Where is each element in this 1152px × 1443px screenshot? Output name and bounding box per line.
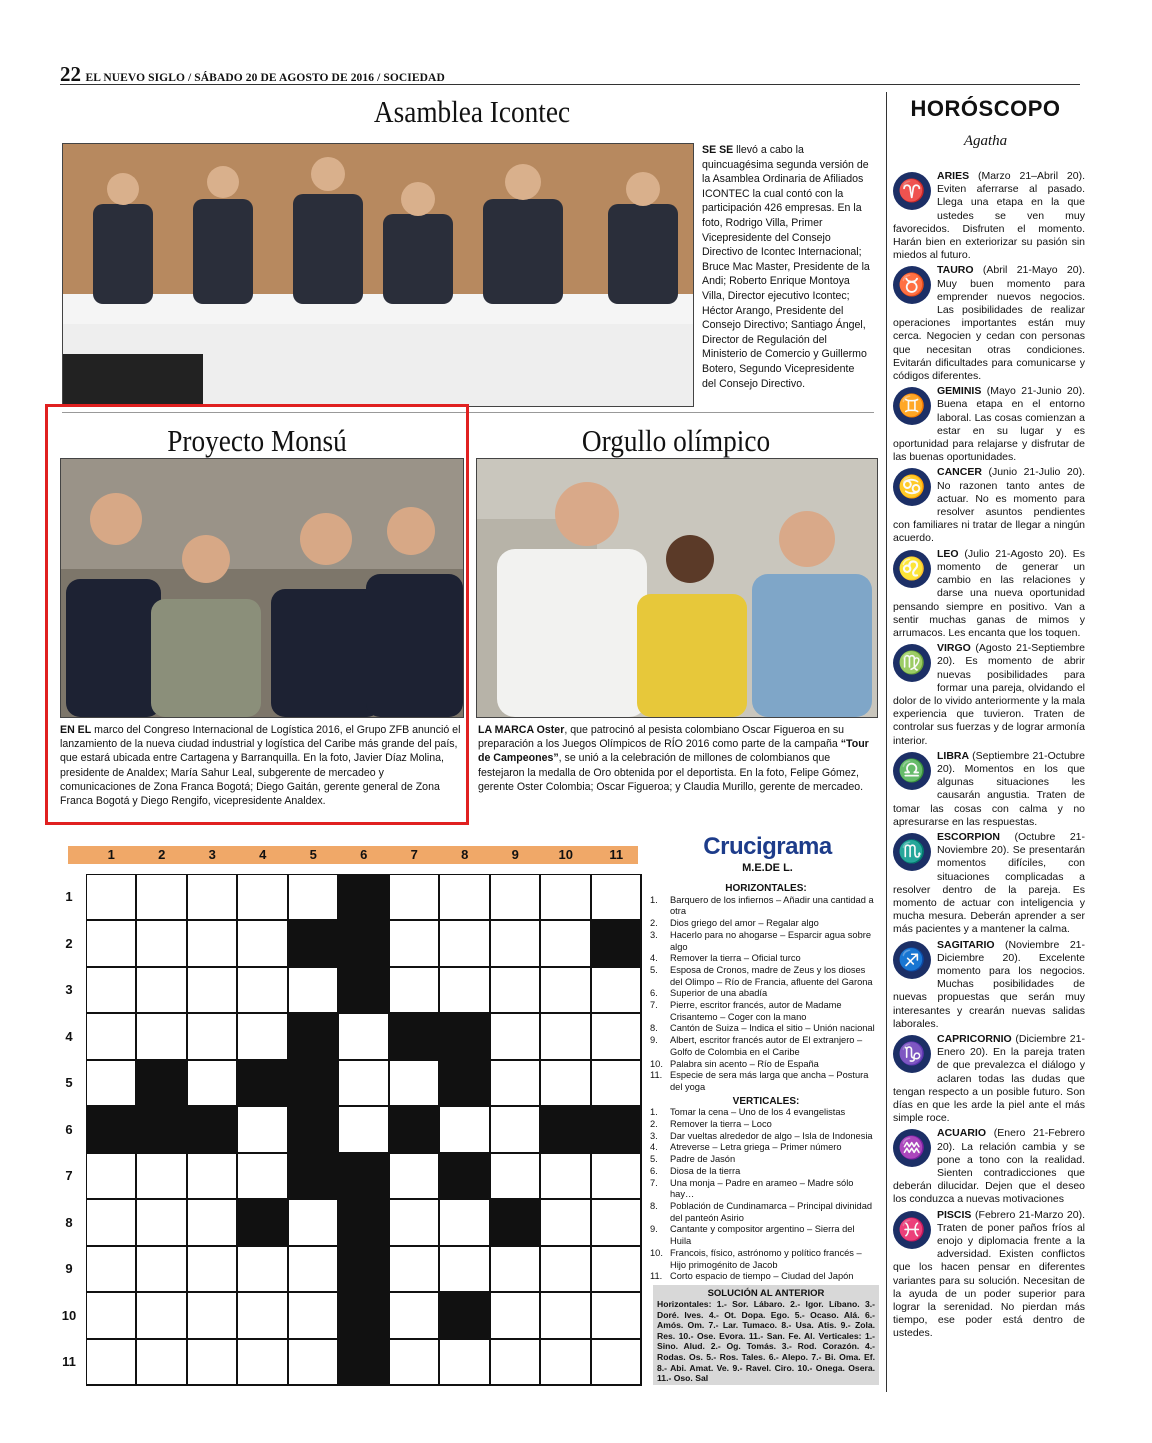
horoscopo-sign-text: (Octubre 21-Noviembre 20). Se presentarán momentos difíciles, con situaciones complicadas a resolver dentro de la pareja. Es momento de actuar con inteligencia y mucha mesura. Deberán aprender a ser más pacientes y a mantener la calma. (893, 830, 1085, 936)
crossword-cell[interactable] (591, 967, 642, 1014)
asamblea-photo (62, 143, 694, 407)
crossword-cell[interactable] (288, 874, 339, 921)
crossword-row-number: 6 (65, 1121, 73, 1137)
solucion-title: SOLUCIÓN AL ANTERIOR (707, 1288, 825, 1299)
horoscopo-sign-name: ESCORPION (937, 830, 1001, 843)
clue-row (650, 1070, 882, 1093)
crossword-row-number: 9 (65, 1261, 73, 1276)
aries-icon: ♈ (893, 172, 931, 210)
crossword-cell[interactable] (187, 874, 238, 921)
crossword-cell[interactable] (187, 1246, 238, 1293)
clue-text: Población de Cundinamarca – Principal divinidad del panteón Asirio (670, 1200, 873, 1223)
page-number: 22 (60, 62, 81, 86)
page-header (60, 62, 1080, 85)
clue-row (650, 1059, 882, 1071)
horoscopo-entry (893, 1033, 1085, 1125)
clue-text: Pierre, escritor francés, autor de Madame Crisantemo – Coger con la mano (670, 1000, 842, 1022)
clues-panel (650, 883, 882, 1283)
horoscopo-entry (893, 642, 1085, 748)
clue-text: Cantón de Suiza – Indica el sitio – Unión nacional (670, 1023, 875, 1034)
crossword-cell[interactable] (86, 1339, 137, 1386)
crossword-black-cell (540, 1106, 591, 1153)
crossword-black-cell (288, 1153, 339, 1200)
horoscopo-sign-text: (Enero 21-Febrero 20). La relación cambia y se pone a tono con la realidad. Sienten contradicciones que deberán dilucidar. Dejen que el deseo los conduzca a nuevas motivaciones (893, 1127, 1085, 1206)
olimpico-caption-lead: LA MARCA Oster (478, 724, 565, 736)
crossword-cell[interactable] (490, 920, 541, 967)
monsu-title: Proyecto Monsú (167, 423, 347, 458)
horoscopo-sign-name: SAGITARIO (937, 938, 995, 951)
olimpico-photo-illustration (477, 459, 877, 717)
crossword-cell[interactable] (187, 1292, 238, 1339)
crossword-row-number: 1 (65, 889, 73, 904)
horoscopo-sign-text: (Agosto 21-Septiembre 20). Es momento de abrir nuevas posibilidades para formar una pareja, olvidando el dolor de lo vivido anteriormente y la mala experiencia que tuvieron. Traten de controlar sus fuerzas y de lograr armonía interior. (893, 642, 1085, 747)
crossword-black-cell (338, 1292, 389, 1339)
crossword-cell[interactable] (540, 1153, 591, 1200)
crossword-cell[interactable] (490, 1246, 541, 1293)
crossword-cell[interactable] (86, 1199, 137, 1246)
capricornio-icon: ♑ (893, 1035, 931, 1073)
horoscopo-entry (893, 385, 1085, 464)
crossword-row-numbers (58, 874, 80, 1386)
crossword-column-number: 9 (511, 847, 519, 862)
crossword-cell[interactable] (187, 1199, 238, 1246)
horoscopo-sign-name: LEO (937, 547, 959, 560)
horoscopo-entry (893, 170, 1085, 262)
geminis-icon: ♊ (893, 387, 931, 425)
crossword-cell[interactable] (591, 1013, 642, 1060)
crossword-cell[interactable] (288, 1292, 339, 1339)
crossword-cell[interactable] (288, 1246, 339, 1293)
crossword-grid (86, 874, 642, 1386)
crossword-cell[interactable] (490, 1013, 541, 1060)
clue-number: 8. (650, 1023, 658, 1034)
clue-number: 10. (650, 1247, 663, 1258)
crossword-column-number: 4 (259, 847, 267, 862)
crossword-black-cell (288, 920, 339, 967)
olimpico-caption-text-b: , se unió a la celebración de millones de colombianos que festejaron la medalla de Oro obtenida por el deportista. En la foto, Felipe Gómez, gerente Oster Colombia; Oscar Figueroa; y Claudia Murillo, gerente de mercadeo. (478, 752, 864, 793)
clue-number: 10. (650, 1058, 663, 1069)
crossword-cell[interactable] (237, 1292, 288, 1339)
clue-row (650, 1035, 882, 1058)
clue-number: 1. (650, 1107, 658, 1118)
clue-text: Esposa de Cronos, madre de Zeus y los dioses del Olimpo – Río de Francia, afluente del Garona (670, 964, 873, 987)
crossword-cell[interactable] (389, 874, 440, 921)
clue-row (650, 1248, 882, 1271)
crossword-cell[interactable] (86, 967, 137, 1014)
horoscopo-sign-name: CANCER (937, 466, 982, 479)
crossword-cell[interactable] (389, 1292, 440, 1339)
crossword-black-cell (288, 1106, 339, 1153)
horoscopo-sign-name: VIRGO (937, 642, 971, 655)
monsu-photo (60, 458, 464, 718)
olimpico-title: Orgullo olímpico (581, 423, 771, 458)
crossword-cell[interactable] (237, 1106, 288, 1153)
crossword-column-number: 7 (410, 847, 418, 862)
crossword-cell[interactable] (591, 1246, 642, 1293)
horoscopo-sign-name: PISCIS (937, 1208, 972, 1221)
crossword-row-number: 5 (65, 1075, 73, 1090)
horoscopo-sign-text: (Junio 21-Julio 20). No razonen tanto antes de actuar. No es momento para resolver asuntos pendientes con familiares ni tratar de llegar a ningún acuerdo. (893, 466, 1085, 545)
crossword-column-number: 3 (208, 847, 216, 862)
crossword-black-cell (288, 1013, 339, 1060)
verticales-list (650, 1107, 882, 1283)
horoscopo-sign-name: GEMINIS (937, 385, 982, 398)
olimpico-photo (476, 458, 878, 718)
crossword-column-numbers (86, 847, 644, 863)
clue-number: 5. (650, 964, 658, 975)
clue-row (650, 1201, 882, 1224)
crossword-cell[interactable] (86, 874, 137, 921)
crossword-cell[interactable] (338, 1013, 389, 1060)
crossword-cell[interactable] (490, 1106, 541, 1153)
crossword-cell[interactable] (389, 1339, 440, 1386)
horoscopo-entry (893, 939, 1085, 1031)
crossword-cell[interactable] (591, 1060, 642, 1107)
asamblea-caption (702, 143, 870, 391)
crossword-cell[interactable] (136, 920, 187, 967)
clue-row (650, 1119, 882, 1131)
crossword-black-cell (338, 920, 389, 967)
crossword-cell[interactable] (540, 1199, 591, 1246)
crossword-black-cell (591, 1106, 642, 1153)
horoscopo-sign-text: (Abril 21-Mayo 20). Muy buen momento para emprender nuevos negocios. Las posibilidades de realizar operaciones importantes están muy cerca. Negocien y cedan con personas que necesitan otras condiciones. Evitarán dificultades para comunicarse y códigos diferentes. (893, 264, 1085, 383)
clue-number: 2. (650, 918, 658, 929)
crossword-cell[interactable] (187, 1013, 238, 1060)
crossword-cell[interactable] (389, 1246, 440, 1293)
crossword-row-number: 10 (61, 1307, 77, 1323)
solucion-text: Horizontales: 1.- Sor. Lábaro. 2.- Igor. Líbano. 3.- Doré. Ives. 4.- Ot. Dopa. Ego. 5.- Ocaso. Alá. 6.- Amós. Om. 7.- Lar. Tumaco. 8.- Usa. Atis. 9.- Zola. Res. 10.- Ose. Evora. 11.- San. Fe. Al. Verticales: 1.- Sino. Alud. 2.- Og. Tomás. 3.- Rod. Corazón. 4.- Rodas. Os. 5.- Ros. Tales. 6.- Alepo. 7.- Bi. Oma. Ef. 8.- Abi. Amat. Ve. 9.- Ravel. Ciro. 10.- Onega. Osera. 11.- Oso. Sal (657, 1299, 875, 1384)
crossword-cell[interactable] (389, 920, 440, 967)
clue-text: Cantante y compositor argentino – Sierra del Huila (670, 1224, 855, 1247)
monsu-caption (60, 723, 462, 808)
solucion-box (653, 1285, 879, 1385)
asamblea-caption-lead: SE SE (702, 144, 734, 156)
clue-row (650, 953, 882, 965)
monsu-caption-text: marco del Congreso Internacional de Logística 2016, el Grupo ZFB anunció el lanzamiento de la nueva ciudad industrial y logística del Caribe más grande del país, que estará ubicada entre Cartagena y Barranquilla. En la foto, Javier Díaz Molina, presidente de Analdex; María Sahur Leal, subgerente de mercadeo y comunicaciones de Zona Franca Bogotá; Diego Gaitán, gerente general de Zona Franca Bogotá y Diego Rengifo, vicepresidente Analdex. (60, 724, 461, 808)
acuario-icon: ♒ (893, 1129, 931, 1167)
crossword-row-number: 8 (65, 1214, 73, 1230)
crossword-cell[interactable] (439, 920, 490, 967)
horoscopo-entry (893, 264, 1085, 383)
crossword-cell[interactable] (540, 1292, 591, 1339)
crossword-black-cell (338, 1199, 389, 1246)
olimpico-caption (478, 723, 878, 794)
crossword-cell[interactable] (86, 1060, 137, 1107)
horoscopo-sign-text: (Septiembre 21-Octubre 20). Momentos en los que algunas situaciones les causarán angustia. Traten de tomar las cosas con calma y no apresurarse en las respuestas. (893, 749, 1085, 828)
crossword-cell[interactable] (490, 967, 541, 1014)
crossword-cell[interactable] (237, 1153, 288, 1200)
crossword-column-number: 2 (158, 847, 166, 862)
horoscopo-entry (893, 548, 1085, 640)
cancer-icon: ♋ (893, 468, 931, 506)
horoscopo-sign-text: (Mayo 21-Junio 20). Buena etapa en el entorno laboral. Las cosas comienzan a estar en su lugar y es oportunidad para relajarse y disfrutar de las buenas oportunidades. (893, 385, 1085, 464)
clue-row (650, 1107, 882, 1119)
crossword-cell[interactable] (237, 1339, 288, 1386)
crossword-cell[interactable] (591, 1292, 642, 1339)
sagitario-icon: ♐ (893, 941, 931, 979)
crossword-cell[interactable] (288, 1339, 339, 1386)
clue-number: 6. (650, 1165, 658, 1176)
crossword-black-cell (237, 1199, 288, 1246)
crossword-black-cell (490, 1199, 541, 1246)
clue-row (650, 1131, 882, 1143)
clue-number: 4. (650, 1142, 658, 1153)
crossword-black-cell (237, 1060, 288, 1107)
crossword-cell[interactable] (540, 920, 591, 967)
crossword-title: Crucigrama (703, 833, 832, 860)
crossword-black-cell (136, 1106, 187, 1153)
clue-row (650, 1224, 882, 1247)
escorpion-icon: ♏ (893, 833, 931, 871)
clue-text: Especie de sera más larga que ancha – Postura del yoga (670, 1070, 869, 1092)
crossword-cell[interactable] (490, 1292, 541, 1339)
crossword-black-cell (136, 1060, 187, 1107)
horoscopo-entry (893, 831, 1085, 937)
horoscopo-entry (893, 466, 1085, 545)
clue-text: Dar vueltas alrededor de algo – Isla de Indonesia (670, 1130, 873, 1141)
clue-row (650, 1166, 882, 1178)
crossword-cell[interactable] (540, 1060, 591, 1107)
crossword-cell[interactable] (136, 1199, 187, 1246)
crossword-cell[interactable] (136, 1339, 187, 1386)
crossword-column-number: 11 (609, 847, 624, 862)
crossword-black-cell (439, 1153, 490, 1200)
crossword-cell[interactable] (187, 1339, 238, 1386)
crossword-cell[interactable] (591, 1199, 642, 1246)
clue-row (650, 1023, 882, 1035)
horoscopo-byline: Agatha (963, 133, 1008, 149)
crossword-cell[interactable] (490, 1060, 541, 1107)
crossword-black-cell (288, 1060, 339, 1107)
clue-row (650, 965, 882, 988)
clue-number: 9. (650, 1035, 658, 1046)
asamblea-photo-illustration (63, 144, 693, 406)
crossword-row-number: 3 (65, 982, 73, 997)
horoscopo-sign-name: CAPRICORNIO (937, 1033, 1012, 1045)
crossword-cell[interactable] (86, 1246, 137, 1293)
crossword-cell[interactable] (136, 1246, 187, 1293)
piscis-icon: ♓ (893, 1211, 931, 1249)
clue-number: 9. (650, 1224, 658, 1235)
crossword-cell[interactable] (389, 967, 440, 1014)
clue-text: Una monja – Padre en arameo – Madre sólo hay… (670, 1177, 854, 1200)
clue-text: Tomar la cena – Uno de los 4 evangelistas (670, 1107, 846, 1118)
crossword-cell[interactable] (237, 1013, 288, 1060)
crossword-header (650, 833, 885, 874)
clue-number: 6. (650, 988, 658, 999)
clue-text: Diosa de la tierra (670, 1165, 741, 1176)
crossword-black-cell (338, 1246, 389, 1293)
horoscopo-sign-name: ARIES (937, 170, 970, 182)
horoscopo-sign-text: (Febrero 21-Marzo 20). Traten de poner paños fríos al enojo y diplomacia frente a la adversidad. Existen conflictos que los hacen pensar en diferentes variantes para su solución. Necesitan de la ayuda de un poder superior para lograr la serenidad. No pierdan más tiempo, ese poder está dentro de ustedes. (893, 1208, 1085, 1340)
crossword-column-number: 1 (107, 847, 115, 862)
crossword-black-cell (389, 1013, 440, 1060)
clue-text: Padre de Jasón (670, 1154, 736, 1165)
clue-number: 2. (650, 1119, 658, 1130)
crossword-black-cell (439, 1292, 490, 1339)
clue-text: Francois, físico, astrónomo y político francés – Hijo primogénito de Jacob (670, 1247, 862, 1270)
crossword-cell[interactable] (187, 1153, 238, 1200)
crossword-cell[interactable] (439, 1199, 490, 1246)
clue-text: Corto espacio de tiempo – Ciudad del Japón (670, 1271, 854, 1282)
horoscopo-entry (893, 1127, 1085, 1206)
crossword-cell[interactable] (136, 1013, 187, 1060)
crossword-cell[interactable] (187, 967, 238, 1014)
crossword-column-number: 10 (558, 847, 573, 862)
crossword-column-number: 5 (309, 847, 317, 862)
crossword-cell[interactable] (389, 1199, 440, 1246)
crossword-cell[interactable] (540, 1339, 591, 1386)
horizontales-title: HORIZONTALES: (725, 883, 807, 894)
horoscopo-sign-name: ACUARIO (937, 1127, 986, 1140)
crossword-row-number: 11 (62, 1354, 76, 1369)
clue-row (650, 895, 882, 918)
crossword-cell[interactable] (86, 920, 137, 967)
crossword-row-number: 4 (65, 1028, 73, 1044)
clue-number: 3. (650, 1130, 658, 1141)
crossword-cell[interactable] (136, 1292, 187, 1339)
clue-text: Atreverse – Letra griega – Primer número (670, 1142, 842, 1153)
leo-icon: ♌ (893, 550, 931, 588)
crossword-cell[interactable] (237, 1246, 288, 1293)
libra-icon: ♎ (893, 752, 931, 790)
crossword-cell[interactable] (187, 920, 238, 967)
crossword-cell[interactable] (439, 1246, 490, 1293)
monsu-caption-lead: EN EL (60, 724, 92, 736)
asamblea-title: Asamblea Icontec (373, 94, 571, 129)
crossword-cell[interactable] (237, 967, 288, 1014)
horoscopo-entry (893, 750, 1085, 829)
clue-number: 8. (650, 1200, 658, 1211)
clue-number: 5. (650, 1154, 658, 1165)
clue-number: 3. (650, 929, 658, 940)
asamblea-caption-text: llevó a cabo la quincuagésima segunda versión de la Asamblea Ordinaria de Afiliados ICONTEC la cual contó con la participación 426 empresas. En la foto, Rodrigo Villa, Primer Vicepresidente del Consejo Directivo de Icontec Internacional; Bruce Mac Master, Presidente de la Andi; Roberto Enrique Montoya Villa, Director ejecutivo Icontec; Héctor Arango, Presidente del Consejo Directivo; Santiago Ángel, Director de Regulación del Ministerio de Comercio y Guillermo Botero, Segundo Vicepresidente del Consejo Directivo. (702, 144, 870, 390)
clue-number: 7. (650, 1177, 658, 1188)
olimpico-caption-text-a: , que patrocinó al pesista colombiano Oscar Figueroa en su preparación a los Juegos Olímpicos de RÍO 2016 como parte de la campaña (478, 724, 845, 751)
clue-text: Remover la tierra – Loco (670, 1119, 772, 1130)
clue-text: Superior de una abadía (670, 988, 768, 999)
horoscopo-sign-text: (Noviembre 21-Diciembre 20). Excelente momento para los negocios. Muchas posibilidades de nuevas propuestas que serán muy interesantes y crearán nuevas salidas laborales. (893, 938, 1085, 1030)
crossword-cell[interactable] (338, 1106, 389, 1153)
crossword-cell[interactable] (86, 1153, 137, 1200)
tauro-icon: ♉ (893, 266, 931, 304)
crossword-cell[interactable] (136, 874, 187, 921)
clue-text: Remover la tierra – Oficial turco (670, 953, 801, 964)
crossword-black-cell (439, 1013, 490, 1060)
crossword-cell[interactable] (86, 1292, 137, 1339)
crossword-cell[interactable] (288, 967, 339, 1014)
crossword-cell[interactable] (389, 1060, 440, 1107)
crossword-cell[interactable] (338, 1060, 389, 1107)
clue-row (650, 1142, 882, 1154)
clue-row (650, 988, 882, 1000)
crossword-cell[interactable] (389, 1153, 440, 1200)
clue-text: Albert, escritor francés autor de El extranjero – Golfo de Colombia en el Caribe (670, 1035, 863, 1057)
crossword-cell[interactable] (237, 874, 288, 921)
clue-text: Dios griego del amor – Regalar algo (670, 918, 819, 929)
clue-number: 11. (650, 1070, 663, 1081)
horoscopo-list (893, 170, 1085, 1343)
crossword-black-cell (338, 1153, 389, 1200)
horoscopo-sign-text: (Diciembre 21-Enero 20). En la pareja traten de que prevalezca el diálogo y aclaren todas las dudas que tengan respecto a un posible futuro. Son días en que les arde la piel ante el más simple roce. (893, 1033, 1085, 1125)
crossword-black-cell (338, 874, 389, 921)
clue-number: 1. (650, 894, 658, 905)
horizontales-list (650, 895, 882, 1094)
crossword-cell[interactable] (490, 1339, 541, 1386)
crossword-cell[interactable] (540, 874, 591, 921)
crossword-cell[interactable] (136, 967, 187, 1014)
crossword-cell[interactable] (490, 1153, 541, 1200)
crossword-black-cell (187, 1106, 238, 1153)
crossword-cell[interactable] (439, 1106, 490, 1153)
crossword-cell[interactable] (490, 874, 541, 921)
crossword-black-cell (389, 1106, 440, 1153)
clue-row (650, 1178, 882, 1201)
clue-text: Palabra sin acento – Río de España (670, 1058, 819, 1069)
crossword-cell[interactable] (237, 920, 288, 967)
clue-row (650, 1154, 882, 1166)
crossword-cell[interactable] (288, 1199, 339, 1246)
horoscopo-sign-name: TAURO (937, 264, 974, 277)
crossword-author: M.E.DE L. (742, 862, 793, 874)
horoscopo-entry (893, 1209, 1085, 1341)
crossword-black-cell (338, 1339, 389, 1386)
crossword-cell[interactable] (439, 874, 490, 921)
crossword-cell[interactable] (439, 1339, 490, 1386)
crossword-cell[interactable] (540, 1246, 591, 1293)
horoscopo-sign-text: (Julio 21-Agosto 20). Es momento de generar un cambio en las relaciones y darse una nueva oportunidad pensando siempre en positivo. Van a sentir muchas ganas de mimos y arrumacos. Les encanta que los toquen. (893, 547, 1085, 639)
crossword-cell[interactable] (591, 874, 642, 921)
clue-text: Barquero de los infiernos – Añadir una cantidad a otra (670, 894, 874, 917)
clue-text: Hacerlo para no ahogarse – Esparcir agua sobre algo (670, 929, 872, 952)
crossword-cell[interactable] (540, 1013, 591, 1060)
clue-row (650, 930, 882, 953)
clue-number: 11. (650, 1271, 663, 1282)
crossword-row-number: 2 (65, 935, 73, 951)
header-meta: EL NUEVO SIGLO / SÁBADO 20 DE AGOSTO DE 2016 / SOCIEDAD (85, 72, 445, 84)
horoscopo-sign-name: LIBRA (937, 749, 970, 762)
crossword-cell[interactable] (540, 967, 591, 1014)
crossword-cell[interactable] (439, 967, 490, 1014)
olimpico-caption-bold: “Tour de Campeones” (478, 738, 869, 765)
crossword-black-cell (338, 967, 389, 1014)
crossword-black-cell (591, 920, 642, 967)
crossword-cell[interactable] (86, 1013, 137, 1060)
crossword-column-number: 6 (360, 847, 368, 862)
crossword-cell[interactable] (187, 1060, 238, 1107)
crossword-column-number: 8 (461, 847, 469, 862)
verticales-title: VERTICALES: (732, 1095, 800, 1107)
horoscopo-title: HORÓSCOPO (910, 96, 1061, 121)
crossword-cell[interactable] (136, 1153, 187, 1200)
crossword-cell[interactable] (591, 1153, 642, 1200)
clue-row (650, 1000, 882, 1023)
clue-row (650, 1271, 882, 1283)
horoscopo-sign-text: (Marzo 21–Abril 20). Eviten aferrarse al pasado. Llega una etapa en la que ustedes se ven muy favorecidos. Disfruten el momento. Harán bien en exteriorizar su pasión sin miedos al futuro. (893, 170, 1085, 262)
monsu-photo-illustration (61, 459, 463, 717)
clue-number: 4. (650, 953, 658, 964)
clue-number: 7. (650, 1000, 658, 1011)
crossword-row-number: 7 (65, 1168, 73, 1183)
clue-row (650, 918, 882, 930)
virgo-icon: ♍ (893, 644, 931, 682)
crossword-cell[interactable] (591, 1339, 642, 1386)
crossword-black-cell (439, 1060, 490, 1107)
crossword-black-cell (86, 1106, 137, 1153)
